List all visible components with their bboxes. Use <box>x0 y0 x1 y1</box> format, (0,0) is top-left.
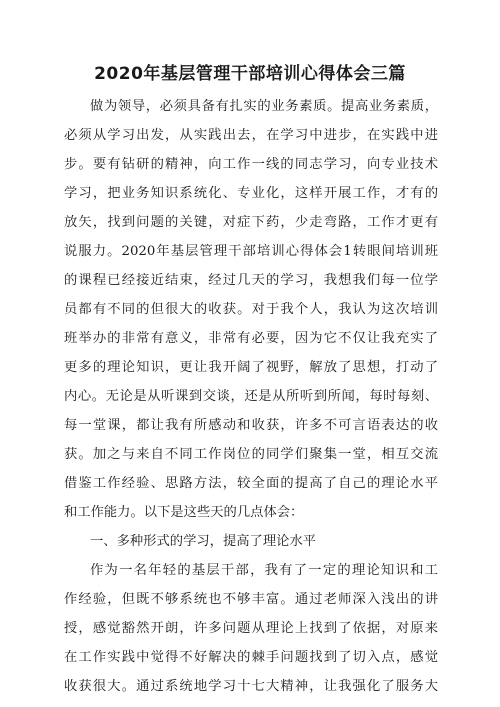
document-body <box>64 92 438 701</box>
paragraph-line: 和工作能力。以下是这些天的几点体会： <box>64 505 304 520</box>
paragraph-line: 作为一名年轻的基层干部，我有了一定的理论知识和工 <box>90 563 438 578</box>
paragraph-line: 学习，把业务知识系统化、专业化，这样开展工作，才有的 <box>64 186 438 201</box>
paragraph-line: 在工作实践中觉得不好解决的棘手问题找到了切入点，感觉 <box>64 650 438 665</box>
paragraph-line: 获。加之与来自不同工作岗位的同学们聚集一堂，相互交流 <box>64 447 438 462</box>
paragraph-line: 班举办的非常有意义，非常有必要，因为它不仅让我充实了 <box>64 331 438 346</box>
paragraph-line: 授，感觉豁然开朗，许多问题从理论上找到了依据，对原来 <box>64 621 438 636</box>
paragraph-line: 做为领导，必须具备有扎实的业务素质。提高业务素质， <box>90 99 438 114</box>
paragraph-line: 更多的理论知识，更让我开阔了视野，解放了思想，打动了 <box>64 360 438 375</box>
paragraph-line: 每一堂课，都让我有所感动和收获，许多不可言语表达的收 <box>64 418 438 433</box>
paragraph-line: 内心。无论是从听课到交谈，还是从所听到所闻，每时每刻、 <box>64 389 438 404</box>
paragraph-line: 作经验，但既不够系统也不够丰富。通过老师深入浅出的讲 <box>64 592 438 607</box>
paragraph-line: 收获很大。通过系统地学习十七大精神，让我强化了服务大 <box>64 679 438 694</box>
section-heading: 一、多种形式的学习，提高了理论水平 <box>90 534 317 549</box>
paragraph-line: 放矢，找到问题的关键，对症下药，少走弯路，工作才更有 <box>64 215 438 230</box>
paragraph-line: 步。要有钻研的精神，向工作一线的同志学习，向专业技术 <box>64 157 438 172</box>
paragraph-line: 必须从学习出发，从实践出去，在学习中进步，在实践中进 <box>64 128 438 143</box>
paragraph-line: 借鉴工作经验、思路方法，较全面的提高了自己的理论水平 <box>64 476 438 491</box>
paragraph-line: 说服力。2020年基层管理干部培训心得体会1转眼间培训班 <box>64 244 438 259</box>
paragraph-line: 员都有不同的但很大的收获。对于我个人，我认为这次培训 <box>64 302 438 317</box>
paragraph-line: 的课程已经接近结束，经过几天的学习，我想我们每一位学 <box>64 273 438 288</box>
document-title: 2020年基层管理干部培训心得体会三篇 <box>94 64 406 84</box>
